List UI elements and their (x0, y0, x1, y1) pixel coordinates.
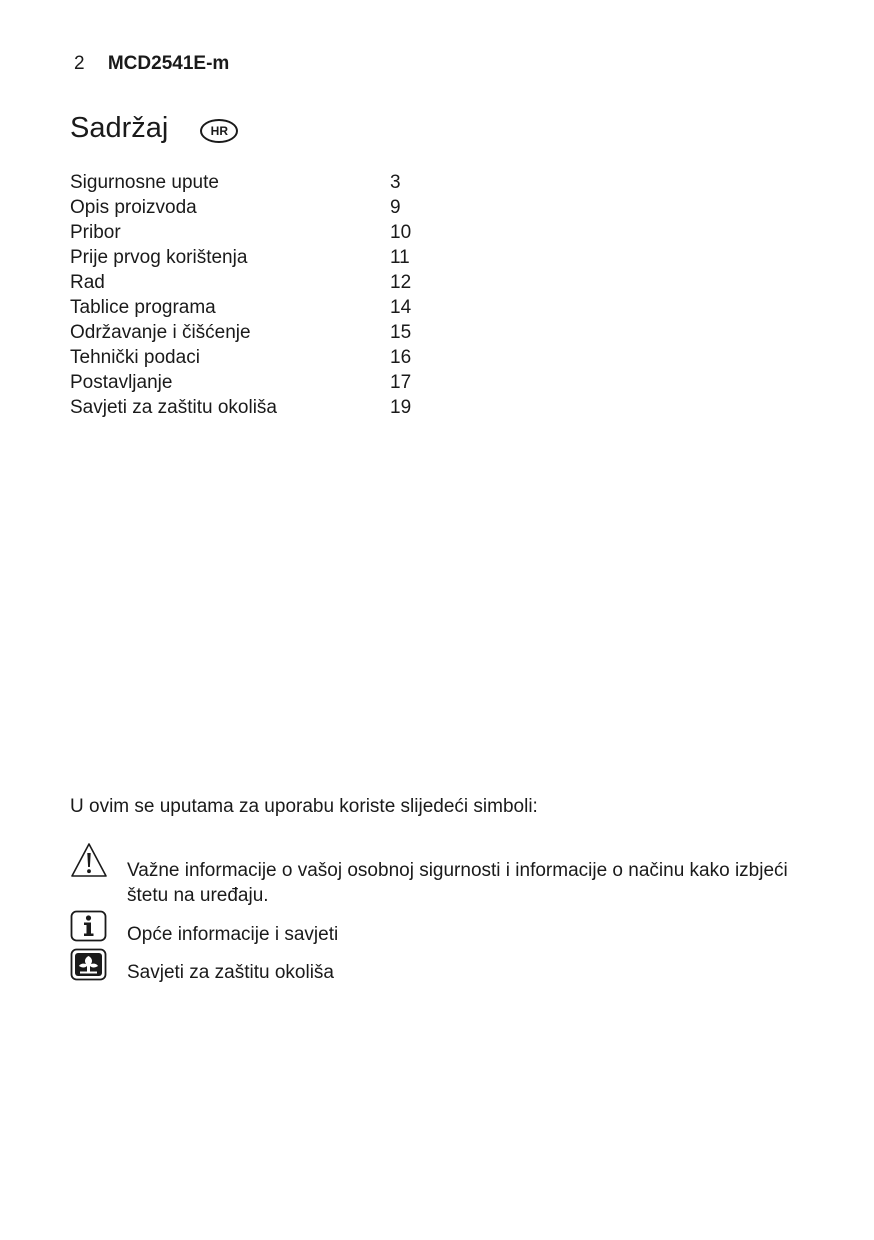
symbol-warning-text: Važne informacije o vašoj osobnoj sigurnosti i informacije o načinu kako izbjeći štetu na uređaju. (127, 860, 788, 906)
toc-entry-label: Tablice programa (70, 297, 216, 318)
toc-entry[interactable] (70, 170, 470, 195)
toc-entry-page: 12 (390, 272, 412, 293)
toc-entry-label: Sigurnosne upute (70, 172, 219, 193)
page-number: 2 (74, 53, 85, 74)
toc-entry-page: 10 (390, 222, 412, 243)
toc-entry[interactable] (70, 295, 470, 320)
environment-icon (70, 948, 108, 989)
toc-entry-label: Rad (70, 272, 105, 293)
toc-entry[interactable] (70, 270, 470, 295)
toc-entry-page: 17 (390, 372, 412, 393)
toc-entry-label: Prije prvog korištenja (70, 247, 248, 268)
warning-triangle-icon (70, 842, 108, 885)
toc-entry-label: Tehnički podaci (70, 347, 200, 368)
symbol-info (70, 910, 810, 946)
symbol-warning (70, 842, 810, 912)
model-name: MCD2541E-m (107, 53, 230, 74)
toc-entry[interactable] (70, 370, 470, 395)
toc-entry[interactable] (70, 395, 470, 420)
toc-entry[interactable] (70, 345, 470, 370)
toc-entry-label: Održavanje i čišćenje (70, 322, 251, 343)
toc-entry[interactable] (70, 220, 470, 245)
toc-entry-label: Postavljanje (70, 372, 173, 393)
toc-entry-page: 16 (390, 347, 412, 368)
toc-entry[interactable] (70, 245, 470, 270)
toc-entry-page: 3 (390, 172, 401, 193)
toc-entry-page: 14 (390, 297, 412, 318)
info-icon (70, 910, 108, 949)
toc-entry-page: 11 (390, 247, 410, 268)
toc-entry-page: 9 (390, 197, 401, 218)
page-header (74, 52, 229, 76)
toc-entry-label: Opis proizvoda (70, 197, 197, 218)
symbols-intro: U ovim se uputama za uporabu koriste slijedeći simboli: (70, 796, 538, 817)
toc-entry[interactable] (70, 320, 470, 345)
symbol-info-text: Opće informacije i savjeti (127, 924, 339, 945)
symbol-environment (70, 948, 810, 984)
toc-entry[interactable] (70, 195, 470, 220)
title-row (70, 108, 238, 148)
toc-entry-label: Pribor (70, 222, 121, 243)
language-badge: HR (200, 119, 238, 143)
toc-entry-label: Savjeti za zaštitu okoliša (70, 397, 277, 418)
toc-entry-page: 19 (390, 397, 412, 418)
page-title: Sadržaj (70, 112, 169, 144)
toc-entry-page: 15 (390, 322, 412, 343)
table-of-contents (70, 170, 470, 420)
symbol-environment-text: Savjeti za zaštitu okoliša (127, 962, 334, 983)
